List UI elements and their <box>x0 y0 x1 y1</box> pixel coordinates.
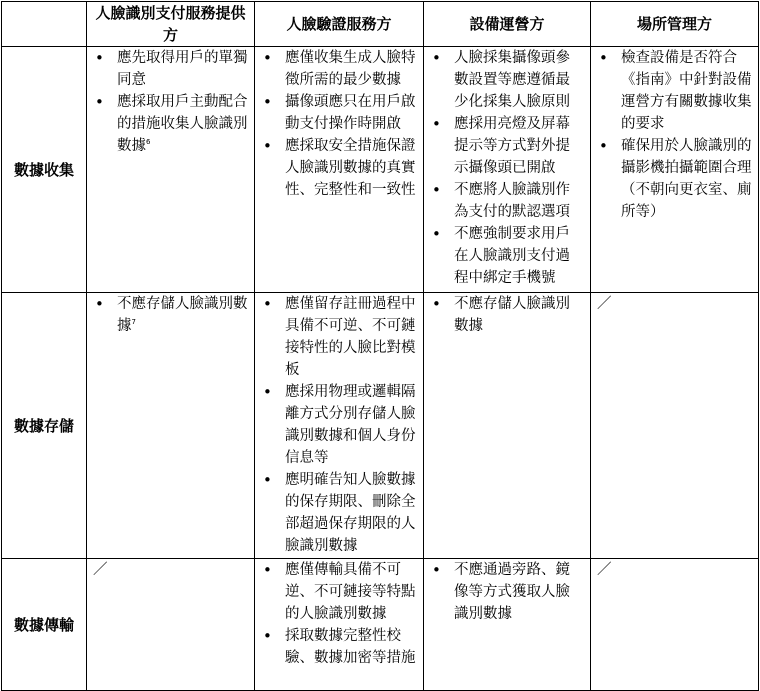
row-transmission <box>2 559 759 691</box>
transmission-provider-cell <box>87 559 255 691</box>
bullet-text: 確保用於人臉識別的攝影機拍攝範圍合理（不朝向更衣室、廁所等） <box>621 138 752 220</box>
footnote-ref: 7 <box>131 318 136 327</box>
bullet-item <box>255 47 423 91</box>
bullet-text: 應採取用戶主動配合的措施收集人臉識別數據 <box>117 94 248 154</box>
header-row <box>2 2 759 47</box>
transmission-venue-manager-cell <box>591 559 759 691</box>
storage-verifier-cell <box>255 293 424 559</box>
bullet-item <box>255 625 423 669</box>
header-corner <box>2 2 87 47</box>
bullet-item <box>424 179 590 223</box>
not-applicable-mark: ／ <box>597 562 612 578</box>
bullet-text: 應僅收集生成人臉特徵所需的最少數據 <box>285 50 416 88</box>
bullet-text: 不應存儲人臉識別數據 <box>117 296 248 334</box>
bullet-item <box>255 91 423 135</box>
bullet-text: 攝像頭應只在用戶啟動支付操作時開啟 <box>285 94 416 132</box>
collection-verifier-list <box>255 47 423 201</box>
collection-venue-manager-list <box>591 47 758 223</box>
bullet-text: 應僅傳輸具備不可逆、不可鏈接等特點的人臉識別數據 <box>285 562 416 622</box>
transmission-verifier-list <box>255 559 423 669</box>
bullet-text: 應明確告知人臉數據的保存期限、刪除全部超過保存期限的人臉識別數據 <box>285 472 416 554</box>
storage-venue-manager-cell <box>591 293 759 559</box>
storage-verifier-list <box>255 293 423 557</box>
storage-provider-cell <box>87 293 255 559</box>
bullet-item <box>255 381 423 469</box>
header-verifier: 人臉驗證服務方 <box>255 2 424 47</box>
storage-provider-list <box>87 293 254 337</box>
bullet-text: 採取數據完整性校驗、數據加密等措施 <box>285 628 416 666</box>
not-applicable-mark: ／ <box>93 562 108 578</box>
row-collection <box>2 47 759 293</box>
bullet-text: 應採用物理或邏輯隔離方式分別存儲人臉識別數據和個人身份信息等 <box>285 384 416 466</box>
bullet-text: 不應存儲人臉識別數據 <box>454 296 570 334</box>
transmission-device-operator-cell <box>424 559 591 691</box>
bullet-text: 人臉採集攝像頭參數設置等應遵循最少化採集人臉原則 <box>454 50 570 110</box>
collection-provider-list <box>87 47 254 157</box>
row-label-storage: 數據存儲 <box>2 293 87 559</box>
bullet-item <box>591 135 758 223</box>
not-applicable-mark: ／ <box>597 296 612 312</box>
bullet-item <box>255 293 423 381</box>
transmission-device-operator-list <box>424 559 590 625</box>
bullet-text: 應僅留存註冊過程中具備不可逆、不可鏈接特性的人臉比對模板 <box>285 296 416 378</box>
bullet-item <box>424 559 590 625</box>
bullet-item <box>591 47 758 135</box>
row-storage <box>2 293 759 559</box>
bullet-item <box>87 293 254 337</box>
bullet-text: 應採用亮燈及屏幕提示等方式對外提示攝像頭已開啟 <box>454 116 570 176</box>
bullet-text: 檢查設備是否符合《指南》中針對設備運營方有關數據收集的要求 <box>621 50 752 132</box>
header-provider: 人臉識別支付服務提供方 <box>87 2 255 47</box>
transmission-verifier-cell <box>255 559 424 691</box>
bullet-text: 應先取得用戶的單獨同意 <box>117 50 248 88</box>
storage-device-operator-list <box>424 293 590 337</box>
bullet-text: 不應通過旁路、鏡像等方式獲取人臉識別數據 <box>454 562 570 622</box>
bullet-text: 應採取安全措施保證人臉識別數據的真實性、完整性和一致性 <box>285 138 416 198</box>
bullet-item <box>255 559 423 625</box>
bullet-item <box>255 135 423 201</box>
collection-device-operator-list <box>424 47 590 289</box>
row-label-collection: 數據收集 <box>2 47 87 293</box>
bullet-text: 不應將人臉識別作為支付的默認選項 <box>454 182 570 220</box>
bullet-item <box>424 113 590 179</box>
bullet-text: 不應強制要求用戶在人臉識別支付過程中綁定手機號 <box>454 226 570 286</box>
collection-verifier-cell <box>255 47 424 293</box>
header-device-operator: 設備運營方 <box>424 2 591 47</box>
bullet-item <box>87 47 254 91</box>
collection-provider-cell <box>87 47 255 293</box>
row-label-transmission: 數據傳輸 <box>2 559 87 691</box>
bullet-item <box>255 469 423 557</box>
storage-device-operator-cell <box>424 293 591 559</box>
bullet-item <box>424 47 590 113</box>
collection-device-operator-cell <box>424 47 591 293</box>
bullet-item <box>424 223 590 289</box>
header-venue-manager: 場所管理方 <box>591 2 759 47</box>
bullet-item <box>87 91 254 157</box>
bullet-item <box>424 293 590 337</box>
collection-venue-manager-cell <box>591 47 759 293</box>
footnote-ref: 6 <box>146 138 151 147</box>
responsibility-table <box>1 1 759 691</box>
